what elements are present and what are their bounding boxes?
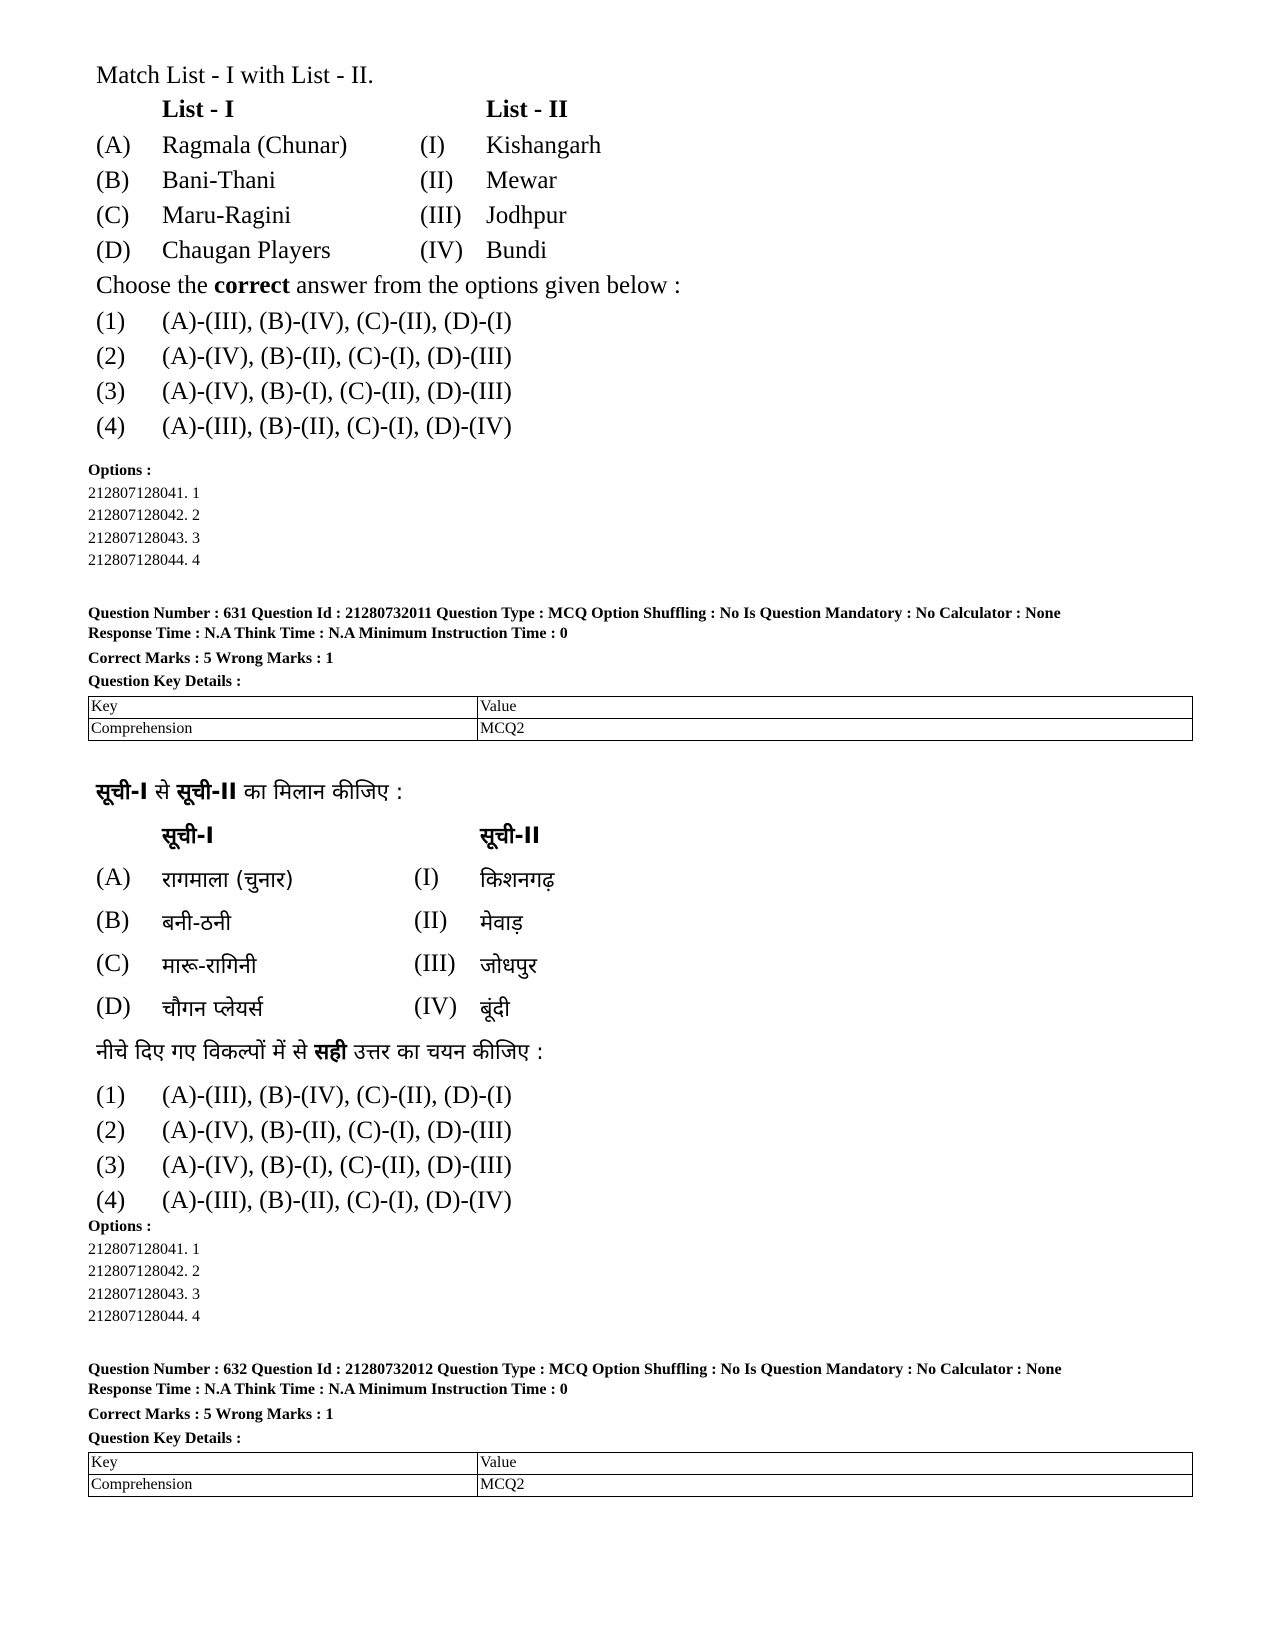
option-item: 212807128041. 1	[88, 484, 200, 502]
table-cell-key: Comprehension	[89, 1475, 478, 1497]
list1-item: मारू-रागिनी	[162, 954, 257, 979]
row-letter: (C)	[96, 202, 130, 229]
list1-item: रागमाला (चुनार)	[162, 868, 294, 893]
list2-item: Bundi	[486, 237, 548, 264]
answer-number: (4)	[96, 1187, 126, 1214]
option-item: 212807128042. 2	[88, 507, 200, 524]
choose-text: उत्तर का चयन कीजिए :	[346, 1040, 544, 1065]
instruction-text: से	[147, 780, 177, 805]
list2-item: किशनगढ़	[480, 868, 555, 893]
row-letter: (D)	[96, 993, 131, 1020]
meta-line: Question Number : 631 Question Id : 21280732011 Question Type : MCQ Option Shuffling : No Is Question Mandatory : No Calculator : None	[88, 605, 1061, 622]
list1-item: Ragmala (Chunar)	[162, 132, 348, 159]
answer-text: (A)-(IV), (B)-(II), (C)-(I), (D)-(III)	[162, 1117, 512, 1144]
list1-item: चौगन प्लेयर्स	[162, 997, 263, 1022]
meta-line: Question Number : 632 Question Id : 21280732012 Question Type : MCQ Option Shuffling : No Is Question Mandatory : No Calculator : None	[88, 1361, 1062, 1378]
answer-number: (4)	[96, 413, 126, 440]
table-row	[89, 719, 1193, 741]
answer-text: (A)-(IV), (B)-(I), (C)-(II), (D)-(III)	[162, 1152, 512, 1179]
instruction-text: Match List - I with List - II.	[96, 62, 374, 89]
list2-item: Kishangarh	[486, 132, 602, 159]
key-value-table	[88, 696, 1193, 741]
answer-text: (A)-(IV), (B)-(II), (C)-(I), (D)-(III)	[162, 343, 512, 370]
answer-number: (3)	[96, 1152, 126, 1179]
options-list	[88, 460, 200, 573]
table-header-row	[89, 697, 1193, 719]
answer-number: (1)	[96, 308, 126, 335]
list1-item: Bani-Thani	[162, 167, 276, 194]
row-letter: (A)	[96, 132, 131, 159]
table-header-row	[89, 1453, 1193, 1475]
list2-item: Mewar	[486, 167, 557, 194]
options-list	[88, 1216, 200, 1329]
row-numeral: (III)	[414, 950, 456, 977]
answer-text: (A)-(III), (B)-(IV), (C)-(II), (D)-(I)	[162, 1082, 512, 1109]
option-item: 212807128043. 3	[88, 1285, 200, 1303]
question-instruction	[96, 62, 374, 90]
answer-number: (2)	[96, 343, 126, 370]
option-item: 212807128044. 4	[88, 552, 200, 569]
row-numeral: (I)	[414, 864, 439, 891]
option-item: 212807128043. 3	[88, 529, 200, 547]
options-label: Options :	[88, 1218, 152, 1235]
option-item: 212807128042. 2	[88, 1263, 200, 1280]
answer-text: (A)-(III), (B)-(IV), (C)-(II), (D)-(I)	[162, 308, 512, 335]
row-letter: (B)	[96, 167, 130, 194]
meta-line: Response Time : N.A Think Time : N.A Minimum Instruction Time : 0	[88, 1381, 568, 1398]
table-cell-value: MCQ2	[478, 719, 1193, 741]
list2-header: List - II	[486, 96, 568, 123]
instruction-text: का मिलान कीजिए :	[236, 780, 404, 805]
list2-header: सूची-II	[480, 824, 541, 849]
option-item: 212807128041. 1	[88, 1240, 200, 1258]
table-header-value: Value	[478, 697, 1193, 719]
list1-item: Maru-Ragini	[162, 202, 292, 229]
choose-instruction	[96, 1036, 544, 1066]
answer-text: (A)-(III), (B)-(II), (C)-(I), (D)-(IV)	[162, 413, 512, 440]
choose-text: answer from the options given below :	[289, 272, 681, 299]
list2-item: जोधपुर	[480, 954, 538, 979]
marks-line: Correct Marks : 5 Wrong Marks : 1	[88, 1406, 334, 1423]
row-letter: (C)	[96, 950, 130, 977]
row-numeral: (II)	[420, 167, 454, 194]
answer-text: (A)-(III), (B)-(II), (C)-(I), (D)-(IV)	[162, 1187, 512, 1214]
question-meta	[88, 604, 1061, 644]
answer-number: (1)	[96, 1082, 126, 1109]
choose-bold: सही	[314, 1040, 347, 1065]
list1-header: List - I	[162, 96, 235, 123]
question-instruction	[96, 776, 403, 806]
row-numeral: (IV)	[420, 237, 464, 264]
list1-item: बनी-ठनी	[162, 911, 232, 936]
table-header-key: Key	[89, 697, 478, 719]
table-row	[89, 1475, 1193, 1497]
row-numeral: (II)	[414, 907, 448, 934]
row-numeral: (I)	[420, 132, 445, 159]
row-letter: (B)	[96, 907, 130, 934]
choose-text: Choose the	[96, 272, 215, 299]
key-details-label: Question Key Details :	[88, 673, 242, 690]
choose-instruction	[96, 272, 681, 300]
table-header-key: Key	[89, 1453, 478, 1475]
table-cell-value: MCQ2	[478, 1475, 1193, 1497]
list2-item: बूंदी	[480, 997, 510, 1022]
list1-header: सूची-I	[162, 824, 214, 849]
options-label: Options :	[88, 462, 152, 479]
row-numeral: (III)	[420, 202, 462, 229]
answer-text: (A)-(IV), (B)-(I), (C)-(II), (D)-(III)	[162, 378, 512, 405]
table-cell-key: Comprehension	[89, 719, 478, 741]
list2-item: Jodhpur	[486, 202, 567, 229]
meta-line: Response Time : N.A Think Time : N.A Minimum Instruction Time : 0	[88, 625, 568, 642]
key-details-label: Question Key Details :	[88, 1430, 242, 1447]
instruction-bold: सूची-I	[96, 780, 148, 805]
answer-number: (2)	[96, 1117, 126, 1144]
instruction-bold: सूची-II	[176, 780, 237, 805]
option-item: 212807128044. 4	[88, 1308, 200, 1325]
row-letter: (A)	[96, 864, 131, 891]
list1-item: Chaugan Players	[162, 237, 331, 264]
question-meta	[88, 1360, 1062, 1400]
marks-line: Correct Marks : 5 Wrong Marks : 1	[88, 650, 334, 667]
list2-item: मेवाड़	[480, 911, 523, 936]
answer-number: (3)	[96, 378, 126, 405]
row-numeral: (IV)	[414, 993, 458, 1020]
key-value-table	[88, 1452, 1193, 1497]
choose-bold: correct	[214, 272, 290, 299]
table-header-value: Value	[478, 1453, 1193, 1475]
row-letter: (D)	[96, 237, 131, 264]
choose-text: नीचे दिए गए विकल्पों में से	[96, 1040, 315, 1065]
